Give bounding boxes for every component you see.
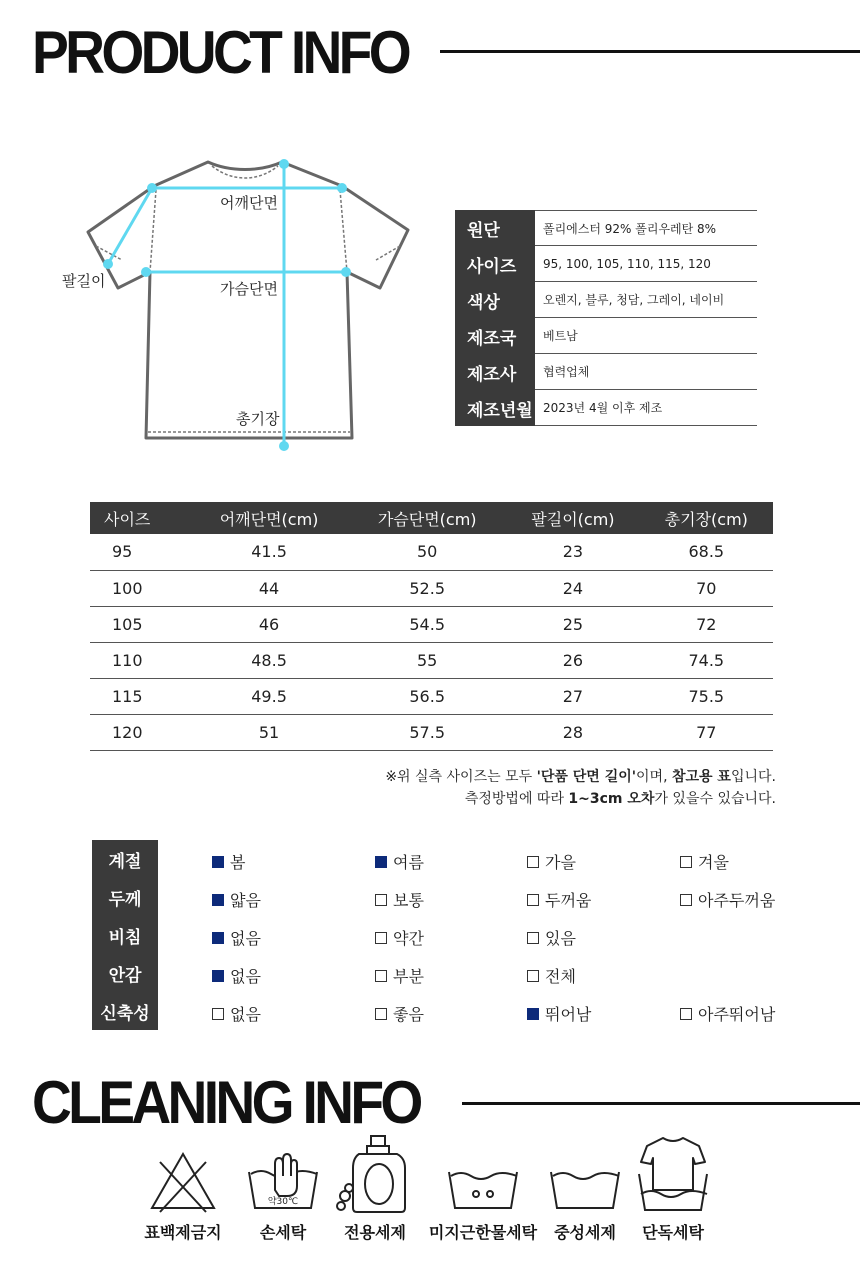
table-cell: 28 [506,714,639,750]
header-sleeve: 팔길이(cm) [506,502,639,534]
note-text: 입니다. [730,769,776,785]
product-info-row [455,318,757,354]
table-row [90,678,773,714]
title-divider [440,50,860,53]
care-detergent [320,1150,430,1243]
table-cell: 52.5 [348,570,506,606]
table-cell: 115 [90,678,190,714]
product-info-value: 95, 100, 105, 110, 115, 120 [535,246,757,282]
cleaning-divider [462,1102,860,1105]
attribute-option [527,888,591,911]
product-info-row [455,282,757,318]
care-label: 손세탁 [259,1223,307,1242]
product-info-table [455,210,757,426]
table-cell: 54.5 [348,606,506,642]
table-cell: 75.5 [640,678,773,714]
table-cell: 57.5 [348,714,506,750]
product-info-row [455,390,757,426]
attribute-option-label: 가을 [545,853,576,872]
wash-temp-label: 약30℃ [267,1197,299,1207]
checked-box-icon [527,1008,539,1020]
header-length: 총기장(cm) [640,502,773,534]
table-cell: 55 [348,642,506,678]
detergent-icon [335,1134,415,1214]
care-separate-wash [618,1150,728,1243]
sleeve-label: 팔길이 [62,272,106,290]
unchecked-box-icon [527,894,539,906]
unchecked-box-icon [680,856,692,868]
care-label: 전용세제 [344,1223,406,1242]
note-emphasis: 참고용 표 [671,769,731,785]
shoulder-label: 어깨단면 [220,194,278,212]
attribute-option [375,964,424,987]
attribute-row [92,840,792,878]
attribute-option [680,1002,775,1025]
attribute-option [680,888,775,911]
header-shoulder: 어깨단면(cm) [190,502,348,534]
product-info-value: 협력업체 [535,354,757,390]
attribute-option [375,1002,424,1025]
checked-box-icon [375,856,387,868]
attribute-option-label: 없음 [230,967,261,986]
table-cell: 50 [348,534,506,570]
unchecked-box-icon [527,932,539,944]
attribute-option-label: 아주두꺼움 [698,891,776,910]
table-cell: 74.5 [640,642,773,678]
unchecked-box-icon [680,1008,692,1020]
table-cell: 110 [90,642,190,678]
table-cell: 51 [190,714,348,750]
table-cell: 46 [190,606,348,642]
table-cell: 105 [90,606,190,642]
attribute-option [527,926,576,949]
attribute-row [92,916,792,954]
note-emphasis: '단품 단면 길이' [536,769,637,785]
table-cell: 49.5 [190,678,348,714]
attribute-option-label: 있음 [545,929,576,948]
product-info-row [455,354,757,390]
table-cell: 77 [640,714,773,750]
note-text: 가 있을수 있습니다. [654,791,776,807]
attribute-option [212,888,261,911]
care-lukewarm-wash [428,1150,538,1243]
note-text: 이며, [636,769,672,785]
table-cell: 41.5 [190,534,348,570]
unchecked-box-icon [527,970,539,982]
header-chest: 가슴단면(cm) [348,502,506,534]
separate-wash-icon [633,1134,713,1214]
attribute-option-label: 겨울 [698,853,729,872]
length-label: 총기장 [236,410,280,428]
unchecked-box-icon [680,894,692,906]
attribute-option-label: 두꺼움 [545,891,592,910]
attribute-option [375,850,424,873]
attribute-row [92,878,792,916]
cleaning-info-title: CLEANING INFO [32,1069,420,1136]
checked-box-icon [212,970,224,982]
attribute-key: 신축성 [92,992,158,1030]
attribute-option-label: 없음 [230,1005,261,1024]
product-info-value: 베트남 [535,318,757,354]
table-cell: 68.5 [640,534,773,570]
checked-box-icon [212,932,224,944]
attribute-option [212,964,261,987]
attribute-option-label: 없음 [230,929,261,948]
attribute-option [212,1002,261,1025]
product-info-title: PRODUCT INFO [32,19,408,86]
no-bleach-icon [148,1150,218,1214]
care-label: 표백제금지 [144,1223,222,1242]
attribute-grid [92,840,792,1030]
table-cell: 48.5 [190,642,348,678]
product-info-key: 사이즈 [455,246,535,282]
attribute-option [375,926,424,949]
table-cell: 25 [506,606,639,642]
attribute-option-label: 전체 [545,967,576,986]
product-info-value: 폴리에스터 92% 폴리우레탄 8% [535,210,757,246]
note-text: 측정방법에 따라 [464,791,569,807]
table-row [90,606,773,642]
size-table [90,502,773,751]
care-label: 단독세탁 [642,1223,704,1242]
unchecked-box-icon [527,856,539,868]
attribute-key: 두께 [92,878,158,916]
lukewarm-wash-icon [443,1150,523,1214]
attribute-option-label: 뛰어남 [545,1005,592,1024]
care-label: 미지근한물세탁 [428,1223,538,1242]
checked-box-icon [212,856,224,868]
attribute-option [375,888,424,911]
attribute-option [212,926,261,949]
attribute-key: 비침 [92,916,158,954]
table-cell: 24 [506,570,639,606]
attribute-row [92,954,792,992]
table-cell: 23 [506,534,639,570]
attribute-key: 계절 [92,840,158,878]
unchecked-box-icon [375,970,387,982]
attribute-option [527,850,576,873]
hand-wash-icon [243,1150,323,1214]
note-text: ※위 실측 사이즈는 모두 [385,769,537,785]
table-cell: 27 [506,678,639,714]
note-emphasis: 1~3cm 오차 [568,791,655,807]
table-cell: 44 [190,570,348,606]
product-info-value: 오렌지, 블루, 청담, 그레이, 네이비 [535,282,757,318]
size-table-header [90,502,773,534]
product-info-key: 제조국 [455,318,535,354]
chest-label: 가슴단면 [220,280,278,298]
size-note-line2 [465,788,776,808]
product-info-key: 제조사 [455,354,535,390]
attribute-option-label: 부분 [393,967,424,986]
attribute-option [527,1002,591,1025]
table-cell: 72 [640,606,773,642]
table-cell: 95 [90,534,190,570]
product-info-value: 2023년 4월 이후 제조 [535,390,757,426]
size-note-line1 [385,766,776,786]
product-info-row [455,246,757,282]
header-size: 사이즈 [90,502,190,534]
attribute-option-label: 얇음 [230,891,261,910]
neutral-detergent-icon [545,1150,625,1214]
table-cell: 100 [90,570,190,606]
table-cell: 56.5 [348,678,506,714]
attribute-option-label: 약간 [393,929,424,948]
attribute-option-label: 아주뛰어남 [698,1005,776,1024]
unchecked-box-icon [375,932,387,944]
product-info-key: 원단 [455,210,535,246]
product-info-key: 색상 [455,282,535,318]
measurement-diagram [60,150,420,460]
attribute-option [680,850,729,873]
product-info-key: 제조년월 [455,390,535,426]
table-row [90,642,773,678]
unchecked-box-icon [375,1008,387,1020]
checked-box-icon [212,894,224,906]
care-no-bleach [128,1150,238,1243]
care-label: 중성세제 [554,1223,616,1242]
unchecked-box-icon [212,1008,224,1020]
table-row [90,714,773,750]
table-cell: 70 [640,570,773,606]
attribute-option-label: 좋음 [393,1005,424,1024]
attribute-row [92,992,792,1030]
attribute-option [527,964,576,987]
product-info-row [455,210,757,246]
unchecked-box-icon [375,894,387,906]
attribute-option-label: 여름 [393,853,424,872]
attribute-option-label: 봄 [230,853,246,872]
table-row [90,570,773,606]
table-cell: 120 [90,714,190,750]
attribute-option-label: 보통 [393,891,424,910]
attribute-option [212,850,245,873]
attribute-key: 안감 [92,954,158,992]
table-cell: 26 [506,642,639,678]
table-row [90,534,773,570]
